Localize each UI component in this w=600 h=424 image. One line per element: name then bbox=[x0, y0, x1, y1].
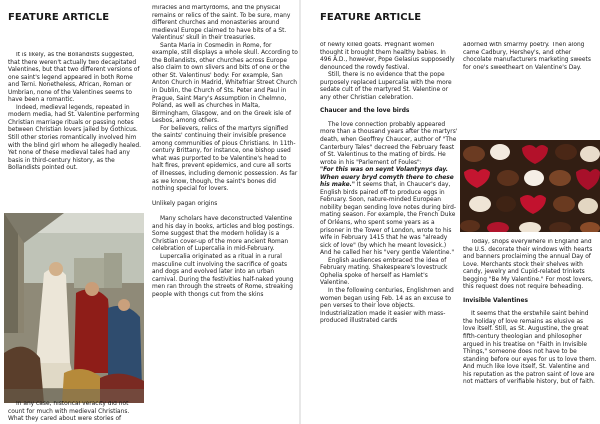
paragraph: Many scholars have deconstructed Valentine and his day in books, articles and blog postings. Some suggest that the modern holiday is a Christian cover-up of the more ancient Roman celebration of Lupercalia in mid-February. bbox=[152, 216, 295, 253]
chocolate-box-photo bbox=[460, 140, 600, 232]
left-page-column-1-continued bbox=[8, 401, 146, 424]
paragraph: The love connection probably appeared more than a thousand years after the martyrs' death, when Geoffrey Chaucer, author of "The Canterbury Tales" decreed the February feast of St. Valentinus to the mating of birds. He wrote in his "Parlement of Foules": bbox=[320, 121, 458, 166]
right-page-column-2-text bbox=[463, 239, 597, 424]
paragraph: English audiences embraced the idea of February mating. Shakespeare's lovestruck Ophelia spoke of herself as Hamlet's Valentine. bbox=[320, 257, 448, 287]
paragraph: Santa Maria in Cosmedin in Rome, for example, still displays a whole skull. According to the Bollandists, other churches across Europe also claim to own slivers and bits of one or the other St. Valentinus' body: For example, San Anton Church in Madrid, Whitefriar Street Church in Dublin, the Church of Sts. Peter and Paul in Prague, Saint Mary's Assumption in Chelmno, Poland, as well as churches in Malta, Birmingham, Glasgow, and on the Greek isle of Lesbos, among others. bbox=[152, 42, 298, 125]
painting-illustration bbox=[4, 213, 144, 403]
paragraph: Lupercalia originated as a ritual in a rural masculine cult involving the sacrifice of goats and dogs and evolved later into an urban carnival. During the festivities half-naked young men ran through the streets of Rome, streaking people with thongs cut from the skins bbox=[152, 253, 294, 298]
paragraph: adorned with smarmy poetry. Then along came Cadbury, Hershey's, and other chocolate manufacturers marketing sweets for one's sweetheart on Valentine's Day. bbox=[463, 42, 591, 71]
right-page-column-1-text bbox=[320, 42, 458, 424]
paragraph: It is likely, as the Bollandists suggested, that there weren't actually two decapitated Valentines, but that two different versions of one saint's legend appeared in both Rome and Terni. Nonetheless, African, Roman or Umbrian, none of the Valentines seems to have been a romantic. bbox=[8, 52, 140, 104]
paragraph: miracles and martyrdoms, and the physical remains or relics of the saint. To be sure, many different churches and monasteries around medieval Europe claimed to have bits of a St. Valentinus' skull in their treasuries. bbox=[152, 5, 291, 42]
quote-continuation: It seems that, in Chaucer's day, English birds paired off to produce eggs in February. Soon, nature-minded European nobility began sending love notes during bird-mating season. For example, the French Duke of Orléans, who spent some years as a prisoner in the Tower of London, wrote to his wife in February 1415 that he was "already sick of love" (by which he meant lovesick.) And he called her his "very gentle Valentine." bbox=[320, 182, 456, 257]
right-page-header: FEATURE ARTICLE bbox=[320, 12, 422, 23]
subheading-pagan-origins: Unlikely pagan origins bbox=[152, 201, 218, 208]
left-page-column-2-text bbox=[152, 5, 298, 424]
chocolate-illustration bbox=[460, 140, 600, 232]
paragraph: Still, there is no evidence that the pope purposely replaced Lupercalia with the more sedate cult of the martyred St. Valentine or any other Christian celebration. bbox=[320, 72, 452, 101]
paragraph: Indeed, medieval legends, repeated in modern media, had St. Valentine performing Christian marriage rituals or passing notes between Christian lovers jailed by Gothicus. Still other stories romantically involved him with the blind girl whom he allegedly healed. Yet none of these medieval tales had any basis in third-century history, as the Bollandists pointed out. bbox=[8, 104, 142, 172]
left-page-header: FEATURE ARTICLE bbox=[8, 12, 110, 23]
paragraph: Today, shops everywhere in England and the U.S. decorate their windows with hearts and banners proclaiming the annual Day of Love. Merchants stock their shelves with candy, jewelry and Cupid-related trinkets begging "Be My Valentine." For most lovers, this request does not require beheading. bbox=[463, 239, 593, 291]
left-page-column-1-text bbox=[8, 52, 144, 208]
paragraph: For believers, relics of the martyrs signified the saints' continuing their invisible presence among communities of pious Christians. In 11th-century Brittany, for instance, one bishop used what was purported to be Valentine's head to halt fires, prevent epidemics, and cure all sorts of illnesses, including demonic possession. As far as we know, though, the saint's bones did nothing special for lovers. bbox=[152, 125, 298, 193]
chaucer-quote-paragraph bbox=[320, 167, 458, 258]
section-heading-chaucer: Chaucer and the love birds bbox=[320, 108, 410, 115]
paragraph: In the following centuries, Englishmen and women began using Feb. 14 as an excuse to pen verses to their love objects. Industrialization made it easier with mass-produced illustrated cards bbox=[320, 287, 454, 325]
paragraph: In any case, historical veracity did not count for much with medieval Christians. What they cared about were stories of bbox=[8, 401, 130, 423]
right-page-column-2-top bbox=[463, 42, 597, 102]
paragraph: of newly killed goats. Pregnant women thought it brought them healthy babies. In 496 A.D., however, Pope Gelasius supposedly denounced the rowdy festival. bbox=[320, 42, 455, 71]
page-gutter bbox=[299, 0, 301, 424]
section-heading-invisible-valentines: Invisible Valentines bbox=[463, 297, 529, 304]
chaucer-quote: "For this was on seynt Volantynys day. When euery bryd comyth there to chese his make." bbox=[320, 167, 454, 189]
saint-valentine-painting bbox=[4, 213, 144, 403]
right-page bbox=[302, 0, 600, 424]
paragraph: It seems that the erstwhile saint behind the holiday of love remains as elusive as love itself. Still, as St. Augustine, the great fifth-century theologian and philosopher argued in his treatise on "Faith in Invisible Things," someone does not have to be standing before our eyes for us to love them. And much like love itself, St. Valentine and his reputation as the patron saint of love are not matters of verifiable history, but of faith. bbox=[463, 311, 597, 386]
